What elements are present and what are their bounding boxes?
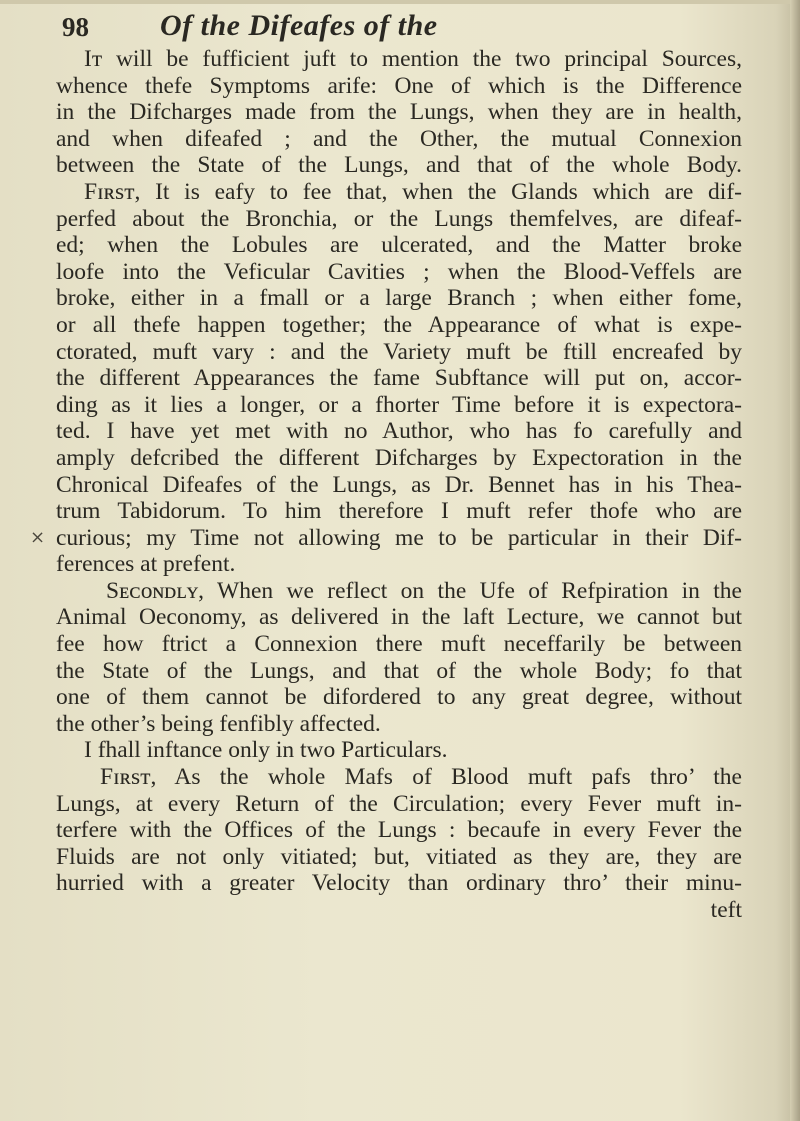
text-line: amply defcribed the different Difcharges by Expectoration in the [56, 444, 742, 471]
text-line: Fɪʀѕᴛ, As the whole Mafs of Blood muft pafs thro’ the [100, 764, 742, 791]
text-line: Fluids are not only vitiated; but, vitiated as they are, they are [56, 843, 742, 870]
text-line: Sᴇᴄᴏɴᴅʟʏ, When we reflect on the Ufe of Refpiration in the [106, 577, 742, 604]
text-line: I fhall inftance only in two Particulars. [84, 737, 448, 764]
right-page-edge [790, 0, 800, 1121]
text-line: ted. I have yet met with no Author, who has fo carefully and [56, 418, 742, 445]
text-line: ed; when the Lobules are ulcerated, and the Matter broke [56, 232, 742, 259]
top-page-edge [0, 0, 800, 4]
text-line: hurried with a greater Velocity than ordinary thro’ their minu- [56, 870, 742, 897]
text-line: the other’s being fenfibly affected. [56, 710, 381, 737]
text-line: terfere with the Offices of the Lungs : becaufe in every Fever the [56, 817, 742, 844]
text-line: loofe into the Veficular Cavities ; when the Blood-Veffels are [56, 258, 742, 285]
text-line: trum Tabidorum. To him therefore I muft refer thofe who are [56, 498, 742, 525]
text-line: the State of the Lungs, and that of the whole Body; fo that [56, 657, 742, 684]
text-line: curious; my Time not allowing me to be particular in their Dif- [56, 524, 742, 551]
running-head: Of the Difeafes of the [160, 9, 438, 42]
text-line: ding as it lies a longer, or a fhorter Time before it is expectora- [56, 391, 742, 418]
text-line: and when difeafed ; and the Other, the mutual Connexion [56, 125, 742, 152]
body-text [56, 46, 742, 924]
margin-mark: × [30, 527, 46, 548]
page-header [62, 6, 602, 46]
text-line: or all thefe happen together; the Appearance of what is expe- [56, 311, 742, 338]
text-line: Chronical Difeafes of the Lungs, as Dr. Bennet has in his Thea- [56, 471, 742, 498]
text-line: the different Appearances the fame Subftance will put on, accor- [56, 365, 742, 392]
text-line: in the Difcharges made from the Lungs, when they are in health, [56, 99, 742, 126]
text-line: ctorated, muft vary : and the Variety muft be ftill encreafed by [56, 338, 742, 365]
catchword: teft [710, 897, 742, 923]
page-number: 98 [62, 12, 89, 42]
text-line: between the State of the Lungs, and that of the whole Body. [56, 152, 742, 179]
text-line: fee how ftrict a Connexion there muft neceffarily be between [56, 631, 742, 658]
text-line: Fɪʀѕᴛ, It is eafy to fee that, when the Glands which are dif- [84, 178, 742, 205]
text-line: Lungs, at every Return of the Circulation; every Fever muft in- [56, 790, 742, 817]
text-line: perfed about the Bronchia, or the Lungs themfelves, are difeaf- [56, 205, 742, 232]
text-line: whence thefe Symptoms arife: One of which is the Difference [56, 72, 742, 99]
text-line: broke, either in a fmall or a large Branch ; when either fome, [56, 285, 742, 312]
text-line: Iᴛ will be fufficient juft to mention the two principal Sources, [84, 46, 742, 72]
text-line: one of them cannot be difordered to any great degree, without [56, 684, 742, 711]
text-line: ferences at prefent. [56, 551, 236, 578]
text-line: Animal Oeconomy, as delivered in the laft Lecture, we cannot but [56, 604, 742, 631]
